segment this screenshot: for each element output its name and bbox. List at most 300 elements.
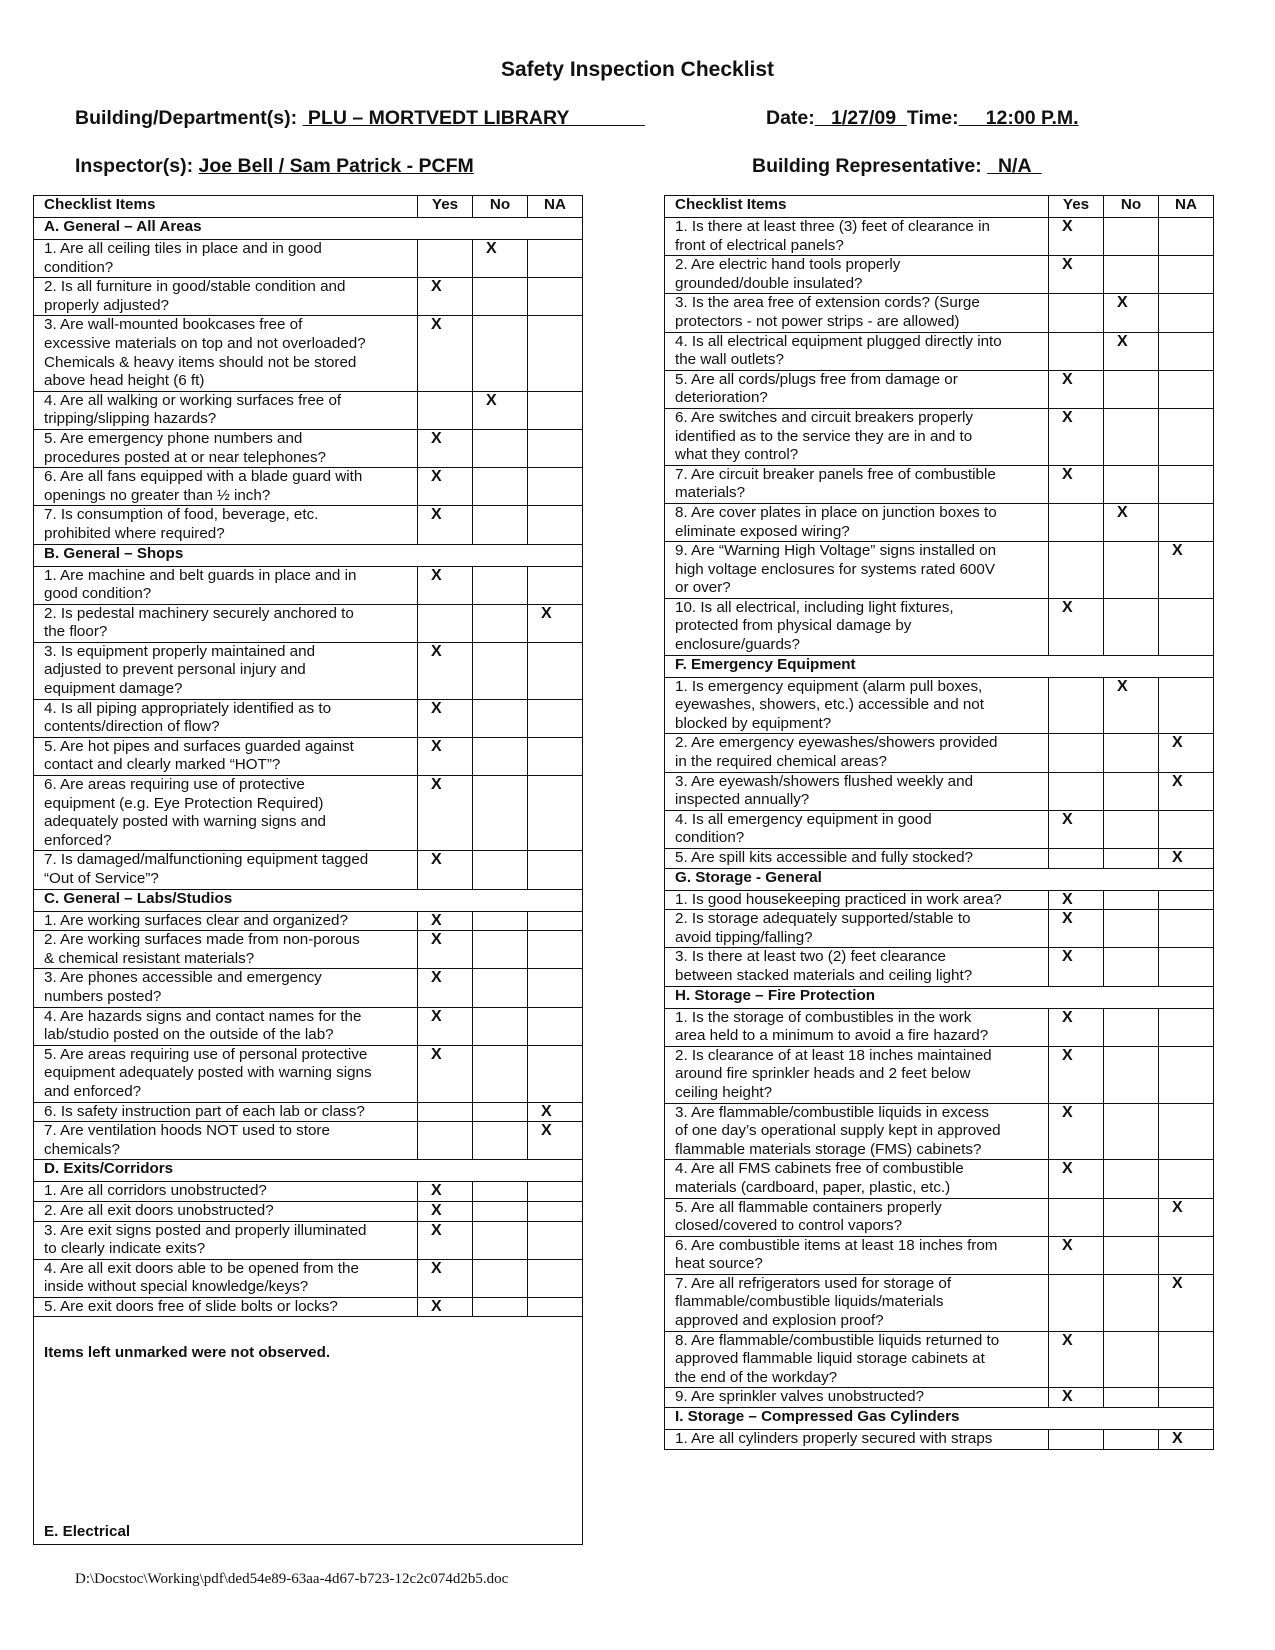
checklist-question: 5. Are exit doors free of slide bolts or locks? xyxy=(34,1297,418,1317)
answer-cell-yes[interactable] xyxy=(418,642,473,699)
checklist-row xyxy=(34,391,583,429)
check-mark: X xyxy=(1062,598,1073,616)
section-header-row xyxy=(34,544,583,566)
checklist-row xyxy=(34,642,583,699)
answer-cell-no[interactable] xyxy=(1104,598,1159,655)
check-mark: X xyxy=(431,1007,442,1025)
answer-cell-no[interactable] xyxy=(473,566,528,604)
inspector-label: Inspector(s): xyxy=(75,155,194,177)
answer-cell-no[interactable] xyxy=(1104,734,1159,772)
checklist-question: 6. Are areas requiring use of protective equipment (e.g. Eye Protection Required) adequately posted with warning signs and enforced? xyxy=(34,776,418,851)
answer-cell-yes[interactable] xyxy=(1049,1331,1104,1388)
check-mark: X xyxy=(431,506,442,524)
checklist-question: 9. Are sprinkler valves unobstructed? xyxy=(665,1388,1049,1408)
answer-cell-yes[interactable] xyxy=(418,1045,473,1102)
answer-cell-no[interactable] xyxy=(1104,1008,1159,1046)
answer-cell-yes[interactable] xyxy=(418,316,473,391)
answer-cell-no[interactable] xyxy=(473,1297,528,1317)
answer-cell-no[interactable] xyxy=(473,1122,528,1160)
answer-cell-na[interactable] xyxy=(528,699,583,737)
checklist-row xyxy=(34,506,583,544)
answer-cell-no[interactable] xyxy=(1104,503,1159,541)
section-title: F. Emergency Equipment xyxy=(665,655,1214,677)
answer-cell-na[interactable] xyxy=(528,931,583,969)
answer-cell-no[interactable] xyxy=(1104,890,1159,910)
checklist-question: 9. Are “Warning High Voltage” signs installed on high voltage enclosures for systems rated 600V or over? xyxy=(665,542,1049,599)
answer-cell-yes[interactable] xyxy=(418,468,473,506)
answer-cell-no[interactable] xyxy=(473,1201,528,1221)
answer-cell-yes[interactable] xyxy=(1049,810,1104,848)
check-mark: X xyxy=(431,776,442,794)
answer-cell-na[interactable] xyxy=(528,391,583,429)
check-mark: X xyxy=(1062,890,1073,908)
answer-cell-na[interactable] xyxy=(1159,734,1214,772)
date-time-line xyxy=(766,107,1079,130)
check-mark: X xyxy=(1062,810,1073,828)
check-mark: X xyxy=(431,429,442,447)
section-header-row xyxy=(665,1408,1214,1430)
answer-cell-na[interactable] xyxy=(528,506,583,544)
section-title: D. Exits/Corridors xyxy=(34,1160,583,1182)
answer-cell-na[interactable] xyxy=(528,1007,583,1045)
column-header-yes: Yes xyxy=(1049,196,1104,218)
checklist-row xyxy=(665,734,1214,772)
checklist-row xyxy=(34,316,583,391)
answer-cell-na[interactable] xyxy=(1159,1046,1214,1103)
checklist-row xyxy=(665,1331,1214,1388)
checklist-row xyxy=(665,218,1214,256)
answer-cell-yes[interactable] xyxy=(418,1221,473,1259)
answer-cell-no[interactable] xyxy=(473,931,528,969)
check-mark: X xyxy=(431,1259,442,1277)
answer-cell-no[interactable] xyxy=(1104,772,1159,810)
answer-cell-na[interactable] xyxy=(528,566,583,604)
checklist-row xyxy=(665,1388,1214,1408)
unmarked-note: Items left unmarked were not observed. xyxy=(44,1344,331,1362)
answer-cell-no[interactable] xyxy=(1104,465,1159,503)
answer-cell-na[interactable] xyxy=(1159,1430,1214,1450)
checklist-row xyxy=(665,256,1214,294)
checklist-question: 1. Are machine and belt guards in place and in good condition? xyxy=(34,566,418,604)
check-mark: X xyxy=(1062,465,1073,483)
answer-cell-no[interactable] xyxy=(473,969,528,1007)
answer-cell-no[interactable] xyxy=(473,278,528,316)
answer-cell-no[interactable] xyxy=(473,1259,528,1297)
checklist-row xyxy=(665,1236,1214,1274)
answer-cell-na[interactable] xyxy=(528,278,583,316)
checklist-question: 2. Is clearance of at least 18 inches maintained around fire sprinkler heads and 2 feet below ceiling height? xyxy=(665,1046,1049,1103)
check-mark: X xyxy=(541,1122,552,1140)
checklist-question: 4. Are all walking or working surfaces free of tripping/slipping hazards? xyxy=(34,391,418,429)
check-mark: X xyxy=(431,566,442,584)
time-value: 12:00 P.M. xyxy=(958,107,1079,129)
checklist-question: 3. Is equipment properly maintained and adjusted to prevent personal injury and equipment damage? xyxy=(34,642,418,699)
answer-cell-na[interactable] xyxy=(528,737,583,775)
answer-cell-yes[interactable] xyxy=(1049,1198,1104,1236)
checklist-row xyxy=(34,1007,583,1045)
checklist-question: 1. Are working surfaces clear and organized? xyxy=(34,911,418,931)
check-mark: X xyxy=(1062,218,1073,235)
answer-cell-yes[interactable] xyxy=(1049,1008,1104,1046)
answer-cell-no[interactable] xyxy=(1104,1430,1159,1450)
answer-cell-yes[interactable] xyxy=(1049,677,1104,734)
answer-cell-yes[interactable] xyxy=(418,240,473,278)
answer-cell-na[interactable] xyxy=(1159,465,1214,503)
checklist-question: 1. Is there at least three (3) feet of clearance in front of electrical panels? xyxy=(665,218,1049,256)
checklist-row xyxy=(34,911,583,931)
check-mark: X xyxy=(1062,1046,1073,1064)
check-mark: X xyxy=(431,911,442,929)
answer-cell-na[interactable] xyxy=(528,604,583,642)
answer-cell-na[interactable] xyxy=(528,240,583,278)
table-header-row xyxy=(665,196,1214,218)
answer-cell-na[interactable] xyxy=(528,429,583,467)
checklist-question: 4. Are all exit doors able to be opened from the inside without special knowledge/keys? xyxy=(34,1259,418,1297)
answer-cell-yes[interactable] xyxy=(418,506,473,544)
table-header-row xyxy=(34,196,583,218)
answer-cell-na[interactable] xyxy=(1159,1331,1214,1388)
answer-cell-yes[interactable] xyxy=(418,931,473,969)
check-mark: X xyxy=(1062,1388,1073,1406)
checklist-row xyxy=(665,948,1214,986)
answer-cell-yes[interactable] xyxy=(418,391,473,429)
answer-cell-yes[interactable] xyxy=(1049,1388,1104,1408)
answer-cell-yes[interactable] xyxy=(1049,370,1104,408)
checklist-question: 3. Are flammable/combustible liquids in excess of one day’s operational supply kept in approved flammable materials storage (FMS) cabinets? xyxy=(665,1103,1049,1160)
answer-cell-na[interactable] xyxy=(1159,542,1214,599)
answer-cell-yes[interactable] xyxy=(1049,948,1104,986)
answer-cell-na[interactable] xyxy=(528,851,583,889)
answer-cell-na[interactable] xyxy=(528,1045,583,1102)
answer-cell-yes[interactable] xyxy=(418,1122,473,1160)
checklist-row xyxy=(34,1122,583,1160)
file-path-footer: D:\Docstoc\Working\pdf\ded54e89-63aa-4d67-b723-12c2c074d2b5.doc xyxy=(75,1571,509,1587)
check-mark: X xyxy=(1172,1274,1183,1292)
answer-cell-yes[interactable] xyxy=(418,776,473,851)
answer-cell-yes[interactable] xyxy=(1049,256,1104,294)
section-header-row xyxy=(665,868,1214,890)
answer-cell-no[interactable] xyxy=(1104,677,1159,734)
answer-cell-na[interactable] xyxy=(528,1102,583,1122)
notes-box xyxy=(34,1317,583,1544)
checklist-question: 8. Are cover plates in place on junction boxes to eliminate exposed wiring? xyxy=(665,503,1049,541)
answer-cell-yes[interactable] xyxy=(1049,598,1104,655)
checklist-question: 10. Is all electrical, including light fixtures, protected from physical damage by enclosure/guards? xyxy=(665,598,1049,655)
answer-cell-no[interactable] xyxy=(473,316,528,391)
answer-cell-na[interactable] xyxy=(1159,218,1214,256)
answer-cell-no[interactable] xyxy=(1104,1046,1159,1103)
check-mark: X xyxy=(1172,1198,1183,1216)
answer-cell-na[interactable] xyxy=(1159,910,1214,948)
check-mark: X xyxy=(1062,1008,1073,1026)
checklist-question: 5. Are all flammable containers properly closed/covered to control vapors? xyxy=(665,1198,1049,1236)
answer-cell-no[interactable] xyxy=(473,468,528,506)
answer-cell-no[interactable] xyxy=(1104,370,1159,408)
checklist-row xyxy=(665,890,1214,910)
answer-cell-yes[interactable] xyxy=(1049,849,1104,869)
answer-cell-yes[interactable] xyxy=(1049,1103,1104,1160)
answer-cell-yes[interactable] xyxy=(1049,218,1104,256)
answer-cell-yes[interactable] xyxy=(1049,542,1104,599)
checklist-question: 7. Are circuit breaker panels free of combustible materials? xyxy=(665,465,1049,503)
answer-cell-no[interactable] xyxy=(1104,332,1159,370)
answer-cell-na[interactable] xyxy=(1159,849,1214,869)
answer-cell-yes[interactable] xyxy=(1049,294,1104,332)
section-title: G. Storage - General xyxy=(665,868,1214,890)
checklist-row xyxy=(34,1201,583,1221)
checklist-row xyxy=(34,1259,583,1297)
answer-cell-na[interactable] xyxy=(528,1182,583,1202)
answer-cell-no[interactable] xyxy=(1104,810,1159,848)
checklist-row xyxy=(665,1103,1214,1160)
checklist-row xyxy=(665,408,1214,465)
check-mark: X xyxy=(431,851,442,869)
answer-cell-no[interactable] xyxy=(1104,1274,1159,1331)
checklist-row xyxy=(665,503,1214,541)
checklist-row xyxy=(665,1198,1214,1236)
answer-cell-na[interactable] xyxy=(1159,1274,1214,1331)
answer-cell-no[interactable] xyxy=(473,699,528,737)
date-label: Date: xyxy=(766,107,815,129)
answer-cell-na[interactable] xyxy=(1159,1008,1214,1046)
answer-cell-na[interactable] xyxy=(1159,370,1214,408)
check-mark: X xyxy=(431,642,442,660)
answer-cell-na[interactable] xyxy=(1159,294,1214,332)
answer-cell-na[interactable] xyxy=(528,911,583,931)
checklist-row xyxy=(34,1297,583,1317)
representative-value: N/A xyxy=(987,155,1042,177)
building-value: PLU – MORTVEDT LIBRARY xyxy=(302,107,645,129)
answer-cell-no[interactable] xyxy=(473,506,528,544)
answer-cell-na[interactable] xyxy=(1159,948,1214,986)
checklist-row xyxy=(665,294,1214,332)
answer-cell-no[interactable] xyxy=(473,1102,528,1122)
answer-cell-yes[interactable] xyxy=(1049,503,1104,541)
checklist-question: 1. Are all corridors unobstructed? xyxy=(34,1182,418,1202)
checklist-question: 3. Are phones accessible and emergency numbers posted? xyxy=(34,969,418,1007)
checklist-row xyxy=(34,1102,583,1122)
answer-cell-yes[interactable] xyxy=(1049,1160,1104,1198)
answer-cell-na[interactable] xyxy=(1159,408,1214,465)
check-mark: X xyxy=(431,1201,442,1219)
answer-cell-yes[interactable] xyxy=(1049,408,1104,465)
answer-cell-no[interactable] xyxy=(1104,1331,1159,1388)
answer-cell-yes[interactable] xyxy=(418,278,473,316)
answer-cell-yes[interactable] xyxy=(418,1259,473,1297)
answer-cell-na[interactable] xyxy=(1159,772,1214,810)
checklist-question: 6. Is safety instruction part of each lab or class? xyxy=(34,1102,418,1122)
answer-cell-no[interactable] xyxy=(473,1182,528,1202)
answer-cell-no[interactable] xyxy=(1104,542,1159,599)
checklist-question: 5. Are spill kits accessible and fully stocked? xyxy=(665,849,1049,869)
answer-cell-no[interactable] xyxy=(473,642,528,699)
answer-cell-na[interactable] xyxy=(1159,1160,1214,1198)
answer-cell-na[interactable] xyxy=(528,1201,583,1221)
answer-cell-yes[interactable] xyxy=(1049,1046,1104,1103)
checklist-question: 6. Are all fans equipped with a blade guard with openings no greater than ½ inch? xyxy=(34,468,418,506)
checklist-question: 3. Are wall-mounted bookcases free of excessive materials on top and not overloaded? Chemicals & heavy items should not be stored above head height (6 ft) xyxy=(34,316,418,391)
checklist-row xyxy=(34,1221,583,1259)
answer-cell-no[interactable] xyxy=(473,240,528,278)
answer-cell-na[interactable] xyxy=(1159,503,1214,541)
checklist-question: 2. Is all furniture in good/stable condition and properly adjusted? xyxy=(34,278,418,316)
checklist-row xyxy=(34,737,583,775)
answer-cell-no[interactable] xyxy=(1104,294,1159,332)
answer-cell-no[interactable] xyxy=(1104,218,1159,256)
checklist-question: 5. Are areas requiring use of personal protective equipment adequately posted with warning signs and enforced? xyxy=(34,1045,418,1102)
date-value: 1/27/09 xyxy=(814,107,907,129)
answer-cell-na[interactable] xyxy=(1159,332,1214,370)
section-header-row xyxy=(665,655,1214,677)
check-mark: X xyxy=(1172,772,1183,790)
answer-cell-yes[interactable] xyxy=(1049,1274,1104,1331)
check-mark: X xyxy=(431,699,442,717)
checklist-question: 1. Are all cylinders properly secured with straps xyxy=(665,1430,1049,1450)
answer-cell-no[interactable] xyxy=(1104,1236,1159,1274)
answer-cell-na[interactable] xyxy=(528,1221,583,1259)
answer-cell-no[interactable] xyxy=(473,911,528,931)
checklist-row xyxy=(34,969,583,1007)
answer-cell-na[interactable] xyxy=(1159,1198,1214,1236)
answer-cell-no[interactable] xyxy=(473,1007,528,1045)
check-mark: X xyxy=(1062,370,1073,388)
answer-cell-no[interactable] xyxy=(473,429,528,467)
check-mark: X xyxy=(1172,542,1183,560)
answer-cell-no[interactable] xyxy=(1104,910,1159,948)
answer-cell-no[interactable] xyxy=(1104,1103,1159,1160)
answer-cell-na[interactable] xyxy=(1159,1388,1214,1408)
answer-cell-yes[interactable] xyxy=(418,1297,473,1317)
answer-cell-na[interactable] xyxy=(1159,677,1214,734)
building-line xyxy=(75,107,645,130)
answer-cell-no[interactable] xyxy=(1104,1388,1159,1408)
answer-cell-yes[interactable] xyxy=(418,699,473,737)
check-mark: X xyxy=(486,240,497,257)
checklist-row xyxy=(665,677,1214,734)
answer-cell-na[interactable] xyxy=(1159,1236,1214,1274)
check-mark: X xyxy=(431,1297,442,1315)
checklist-row xyxy=(665,1274,1214,1331)
check-mark: X xyxy=(1117,294,1128,312)
checklist-question: 5. Are emergency phone numbers and procedures posted at or near telephones? xyxy=(34,429,418,467)
answer-cell-yes[interactable] xyxy=(1049,734,1104,772)
check-mark: X xyxy=(1062,256,1073,274)
answer-cell-no[interactable] xyxy=(1104,1198,1159,1236)
answer-cell-na[interactable] xyxy=(1159,1103,1214,1160)
answer-cell-no[interactable] xyxy=(473,1045,528,1102)
answer-cell-no[interactable] xyxy=(1104,948,1159,986)
checklist-question: 6. Are combustible items at least 18 inches from heat source? xyxy=(665,1236,1049,1274)
section-title: I. Storage – Compressed Gas Cylinders xyxy=(665,1408,1214,1430)
answer-cell-no[interactable] xyxy=(473,776,528,851)
answer-cell-na[interactable] xyxy=(528,316,583,391)
answer-cell-yes[interactable] xyxy=(1049,890,1104,910)
checklist-row xyxy=(665,810,1214,848)
answer-cell-na[interactable] xyxy=(528,642,583,699)
section-header-row xyxy=(34,889,583,911)
notes-box-row xyxy=(34,1317,583,1544)
answer-cell-no[interactable] xyxy=(473,1221,528,1259)
check-mark: X xyxy=(431,1045,442,1063)
answer-cell-yes[interactable] xyxy=(418,969,473,1007)
checklist-row xyxy=(665,910,1214,948)
answer-cell-yes[interactable] xyxy=(418,566,473,604)
answer-cell-yes[interactable] xyxy=(418,1201,473,1221)
check-mark: X xyxy=(1172,849,1183,866)
check-mark: X xyxy=(431,316,442,334)
answer-cell-no[interactable] xyxy=(473,737,528,775)
answer-cell-no[interactable] xyxy=(1104,1160,1159,1198)
answer-cell-no[interactable] xyxy=(473,391,528,429)
answer-cell-na[interactable] xyxy=(528,1122,583,1160)
check-mark: X xyxy=(1062,1236,1073,1254)
answer-cell-yes[interactable] xyxy=(1049,772,1104,810)
check-mark: X xyxy=(541,604,552,622)
checklist-table-right xyxy=(664,195,1214,1450)
answer-cell-yes[interactable] xyxy=(1049,1236,1104,1274)
checklist-row xyxy=(34,776,583,851)
checklist-question: 7. Are ventilation hoods NOT used to store chemicals? xyxy=(34,1122,418,1160)
checklist-row xyxy=(665,1160,1214,1198)
check-mark: X xyxy=(1117,677,1128,695)
checklist-question: 1. Is emergency equipment (alarm pull boxes, eyewashes, showers, etc.) accessible and not blocked by equipment? xyxy=(665,677,1049,734)
checklist-question: 3. Is there at least two (2) feet clearance between stacked materials and ceiling light? xyxy=(665,948,1049,986)
answer-cell-na[interactable] xyxy=(528,776,583,851)
answer-cell-na[interactable] xyxy=(528,1297,583,1317)
answer-cell-no[interactable] xyxy=(473,604,528,642)
answer-cell-na[interactable] xyxy=(528,468,583,506)
answer-cell-yes[interactable] xyxy=(1049,1430,1104,1450)
answer-cell-no[interactable] xyxy=(1104,408,1159,465)
answer-cell-no[interactable] xyxy=(1104,256,1159,294)
answer-cell-yes[interactable] xyxy=(418,429,473,467)
checklist-row xyxy=(34,240,583,278)
answer-cell-na[interactable] xyxy=(528,1259,583,1297)
checklist-row xyxy=(34,699,583,737)
answer-cell-na[interactable] xyxy=(1159,598,1214,655)
answer-cell-yes[interactable] xyxy=(418,604,473,642)
column-header-no: No xyxy=(1104,196,1159,218)
answer-cell-yes[interactable] xyxy=(418,1007,473,1045)
answer-cell-yes[interactable] xyxy=(1049,465,1104,503)
checklist-question: 5. Are all cords/plugs free from damage or deterioration? xyxy=(665,370,1049,408)
answer-cell-na[interactable] xyxy=(528,969,583,1007)
checklist-row xyxy=(665,1430,1214,1450)
answer-cell-na[interactable] xyxy=(1159,890,1214,910)
answer-cell-yes[interactable] xyxy=(418,851,473,889)
check-mark: X xyxy=(1062,1103,1073,1121)
check-mark: X xyxy=(431,468,442,486)
answer-cell-yes[interactable] xyxy=(418,1102,473,1122)
answer-cell-yes[interactable] xyxy=(1049,332,1104,370)
answer-cell-yes[interactable] xyxy=(418,737,473,775)
checklist-row xyxy=(34,1182,583,1202)
answer-cell-yes[interactable] xyxy=(418,1182,473,1202)
answer-cell-no[interactable] xyxy=(1104,849,1159,869)
answer-cell-yes[interactable] xyxy=(418,911,473,931)
answer-cell-na[interactable] xyxy=(1159,256,1214,294)
section-header-row xyxy=(665,986,1214,1008)
answer-cell-yes[interactable] xyxy=(1049,910,1104,948)
checklist-question: 7. Is damaged/malfunctioning equipment tagged “Out of Service”? xyxy=(34,851,418,889)
checklist-question: 2. Are emergency eyewashes/showers provided in the required chemical areas? xyxy=(665,734,1049,772)
checklist-question: 7. Is consumption of food, beverage, etc. prohibited where required? xyxy=(34,506,418,544)
answer-cell-no[interactable] xyxy=(473,851,528,889)
answer-cell-na[interactable] xyxy=(1159,810,1214,848)
section-title: C. General – Labs/Studios xyxy=(34,889,583,911)
section-title: H. Storage – Fire Protection xyxy=(665,986,1214,1008)
checklist-question: 2. Are working surfaces made from non-porous & chemical resistant materials? xyxy=(34,931,418,969)
